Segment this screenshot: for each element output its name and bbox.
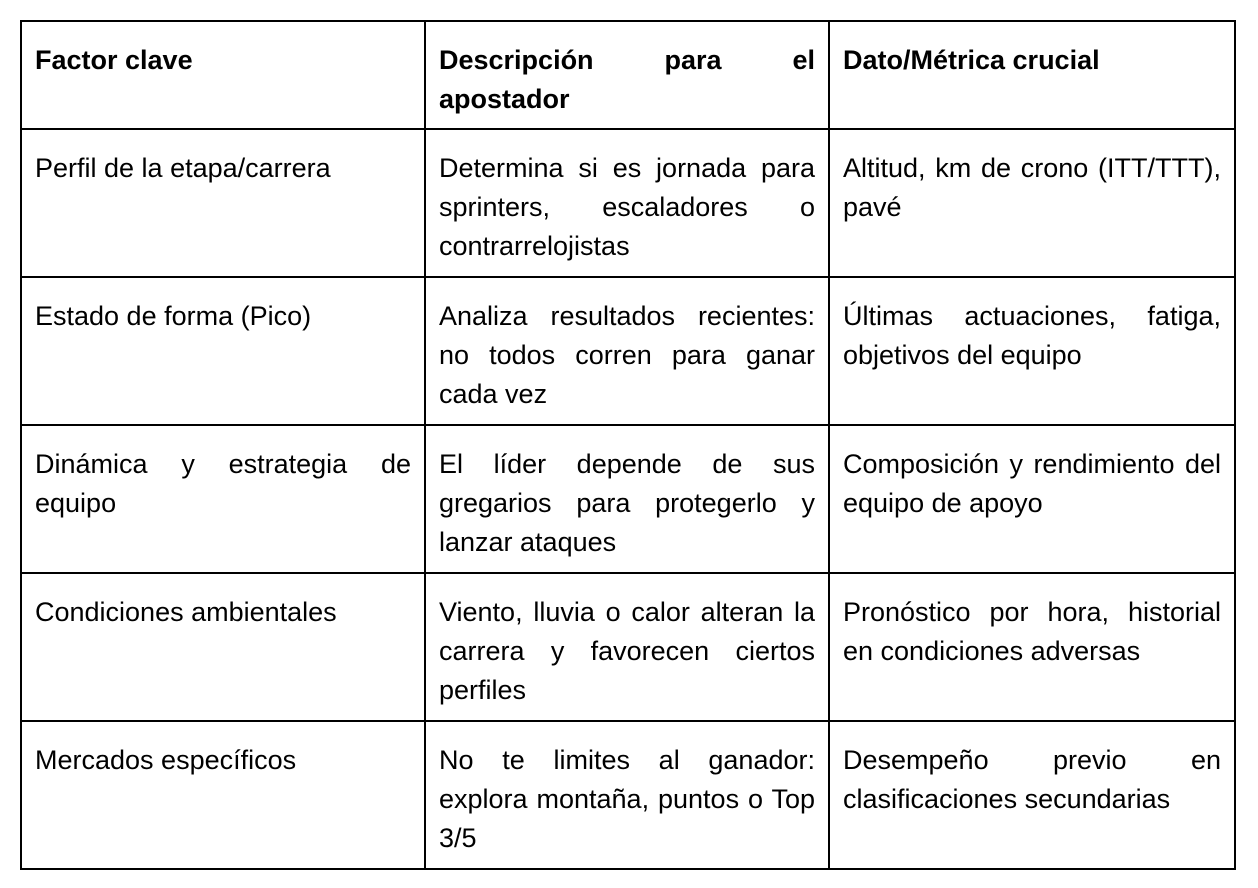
cell-metric: Altitud, km de crono (ITT/TTT), pavé [829, 129, 1235, 277]
cell-factor: Mercados específicos [21, 721, 425, 869]
cell-metric: Composición y rendimiento del equipo de apoyo [829, 425, 1235, 573]
header-description: Descripción para el apostador [425, 21, 829, 129]
table-header [21, 21, 1235, 129]
header-row [21, 21, 1235, 129]
cell-factor: Perfil de la etapa/carrera [21, 129, 425, 277]
cell-metric: Últimas actuaciones, fatiga, objetivos del equipo [829, 277, 1235, 425]
table-row [21, 425, 1235, 573]
cell-description: Viento, lluvia o calor alteran la carrera y favorecen ciertos perfiles [425, 573, 829, 721]
header-factor: Factor clave [21, 21, 425, 129]
table-row [21, 573, 1235, 721]
cell-description: No te limites al ganador: explora montaña, puntos o Top 3/5 [425, 721, 829, 869]
header-metric: Dato/Métrica crucial [829, 21, 1235, 129]
cell-factor: Condiciones ambientales [21, 573, 425, 721]
cell-description: El líder depende de sus gregarios para protegerlo y lanzar ataques [425, 425, 829, 573]
factors-table [20, 20, 1236, 870]
cell-factor: Estado de forma (Pico) [21, 277, 425, 425]
cell-factor: Dinámica y estrategia de equipo [21, 425, 425, 573]
table-row [21, 277, 1235, 425]
cell-metric: Pronóstico por hora, historial en condiciones adversas [829, 573, 1235, 721]
cell-description: Analiza resultados recientes: no todos corren para ganar cada vez [425, 277, 829, 425]
table-body [21, 129, 1235, 869]
cell-description: Determina si es jornada para sprinters, escaladores o contrarrelojistas [425, 129, 829, 277]
table-row [21, 721, 1235, 869]
table-row [21, 129, 1235, 277]
cell-metric: Desempeño previo en clasificaciones secundarias [829, 721, 1235, 869]
